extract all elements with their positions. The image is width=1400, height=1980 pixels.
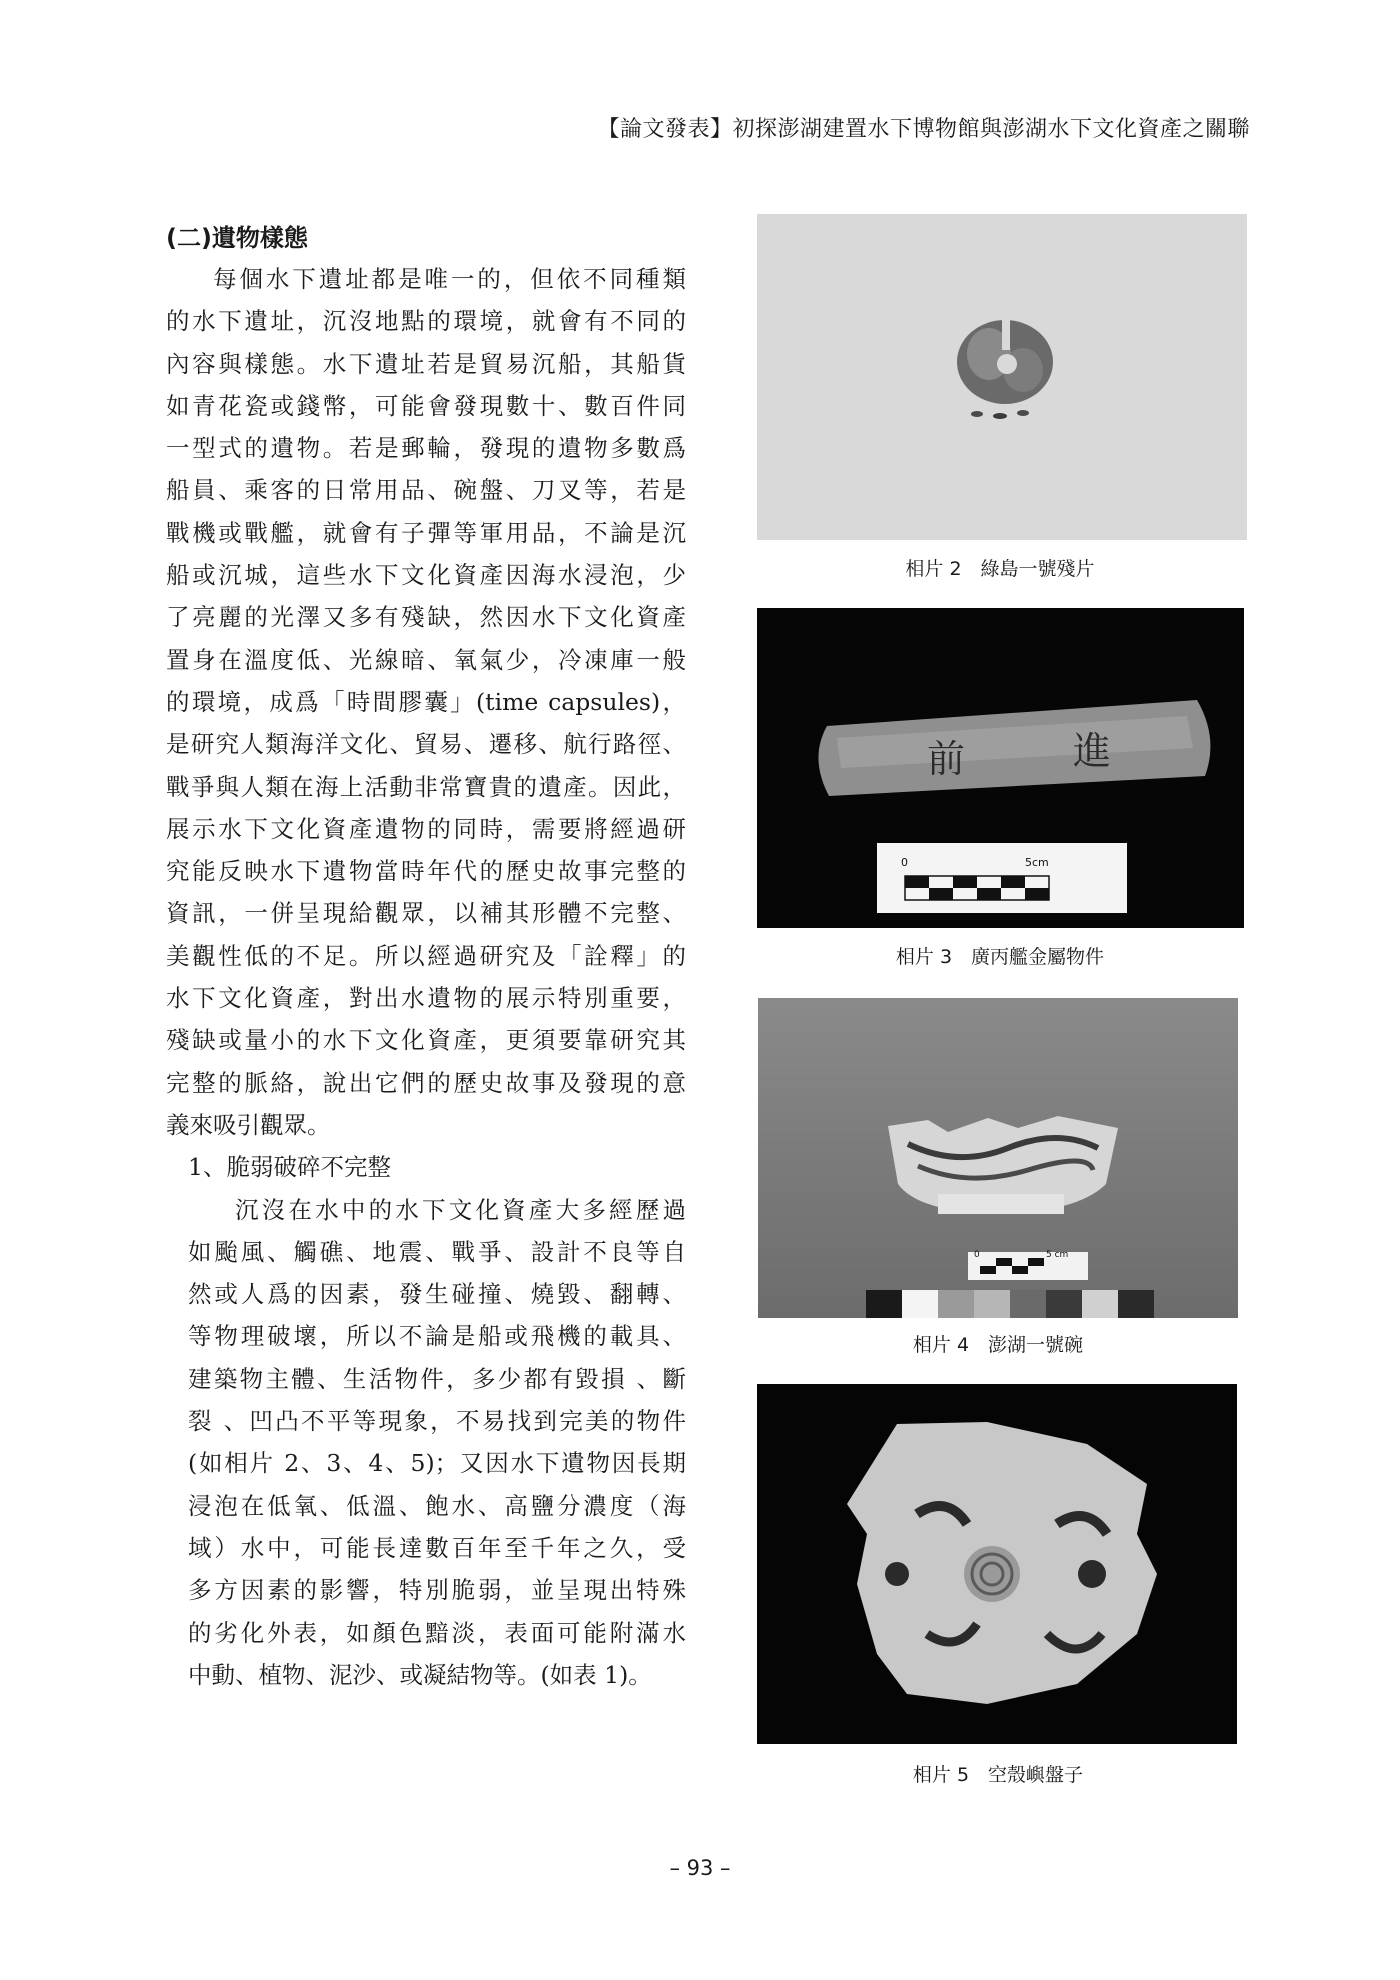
text-line: 一型式的遺物。若是郵輪，發現的遺物多數爲 [166,434,686,463]
page-number: – 93 – [669,1856,731,1880]
text-line: 美觀性低的不足。所以經過研究及「詮釋」的 [166,941,686,970]
text-line: 的劣化外表，如顏色黯淡，表面可能附滿水 [188,1618,686,1647]
photo-3-metal-object [757,608,1244,928]
inscription-char-1: 前 [927,737,966,781]
text-line: 沉沒在水中的水下文化資產大多經歷過 [235,1195,686,1224]
text-line: 展示水下文化資產遺物的同時，需要將經過研 [166,814,686,843]
photo-4-caption: 相片 4 澎湖一號碗 [912,1334,1084,1356]
scale-label-5cm: 5 cm [1046,1250,1069,1260]
photo-2-fragment [757,214,1247,540]
text-line: 如颱風、觸礁、地震、戰爭、設計不良等自 [188,1237,686,1266]
text-line: 的環境，成爲「時間膠囊」(time capsules)， [166,687,686,716]
text-line: 船員、乘客的日常用品、碗盤、刀叉等，若是 [166,476,686,505]
section-title: (二)遺物樣態 [166,224,308,252]
subsection-paragraph [166,1189,686,1697]
photo-2-caption: 相片 2 綠島一號殘片 [905,558,1095,580]
text-line: 的水下遺址，沉沒地點的環境，就會有不同的 [166,307,686,336]
text-line: 置身在溫度低、光線暗、氧氣少，冷凍庫一般 [166,645,686,674]
text-line: 多方因素的影響，特別脆弱，並呈現出特殊 [188,1576,686,1605]
text-line: 中動、植物、泥沙、或凝結物等。(如表 1)。 [188,1660,652,1689]
subsection-title: 1、脆弱破碎不完整 [188,1153,391,1182]
text-line: 等物理破壞，所以不論是船或飛機的載具、 [188,1322,686,1351]
text-line: 義來吸引觀眾。 [166,1110,331,1139]
running-header: 【論文發表】初探澎湖建置水下博物館與澎湖水下文化資產之關聯 [597,117,1250,142]
text-line: 戰機或戰艦，就會有子彈等軍用品，不論是沉 [166,518,686,547]
body-paragraph [166,258,686,1146]
photo-5-plate [757,1384,1237,1744]
text-line: 了亮麗的光澤又多有殘缺，然因水下文化資產 [166,603,686,632]
text-line: 戰爭與人類在海上活動非常寶貴的遺產。因此， [166,772,686,801]
text-line: 水下文化資產，對出水遺物的展示特別重要， [166,984,686,1013]
text-line: 資訊，一併呈現給觀眾，以補其形體不完整、 [166,899,686,928]
scale-label-0: 0 [974,1250,980,1260]
text-line: 每個水下遺址都是唯一的，但依不同種類 [213,265,686,293]
text-line: 域）水中，可能長達數百年至千年之久，受 [188,1533,686,1562]
text-line: 然或人爲的因素，發生碰撞、燒毀、翻轉、 [188,1280,686,1309]
text-line: 船或沉城，這些水下文化資產因海水浸泡，少 [166,561,686,590]
scale-label-5cm: 5cm [1025,856,1049,869]
photo-3-caption: 相片 3 廣丙艦金屬物件 [895,946,1105,968]
text-line: 完整的脈絡，說出它們的歷史故事及發現的意 [166,1068,686,1097]
text-line: 如青花瓷或錢幣，可能會發現數十、數百件同 [166,391,686,420]
text-line: 浸泡在低氧、低溫、飽水、高鹽分濃度（海 [188,1491,686,1520]
text-line: 是研究人類海洋文化、貿易、遷移、航行路徑、 [166,730,686,759]
text-line: 究能反映水下遺物當時年代的歷史故事完整的 [166,857,686,886]
text-line: (如相片 2、3、4、5)；又因水下遺物因長期 [188,1449,686,1478]
main-text-column [166,218,686,1696]
text-line: 建築物主體、生活物件，多少都有毀損 、斷 [188,1364,686,1393]
text-line: 殘缺或量小的水下文化資產，更須要靠研究其 [166,1026,686,1055]
text-line: 裂 、凹凸不平等現象，不易找到完美的物件 [188,1407,686,1436]
photo-4-bowl [758,998,1238,1318]
scale-label-0: 0 [901,856,908,869]
inscription-char-2: 進 [1073,729,1112,773]
text-line: 內容與樣態。水下遺址若是貿易沉船，其船貨 [166,349,686,378]
photo-5-caption: 相片 5 空殼嶼盤子 [912,1764,1084,1786]
